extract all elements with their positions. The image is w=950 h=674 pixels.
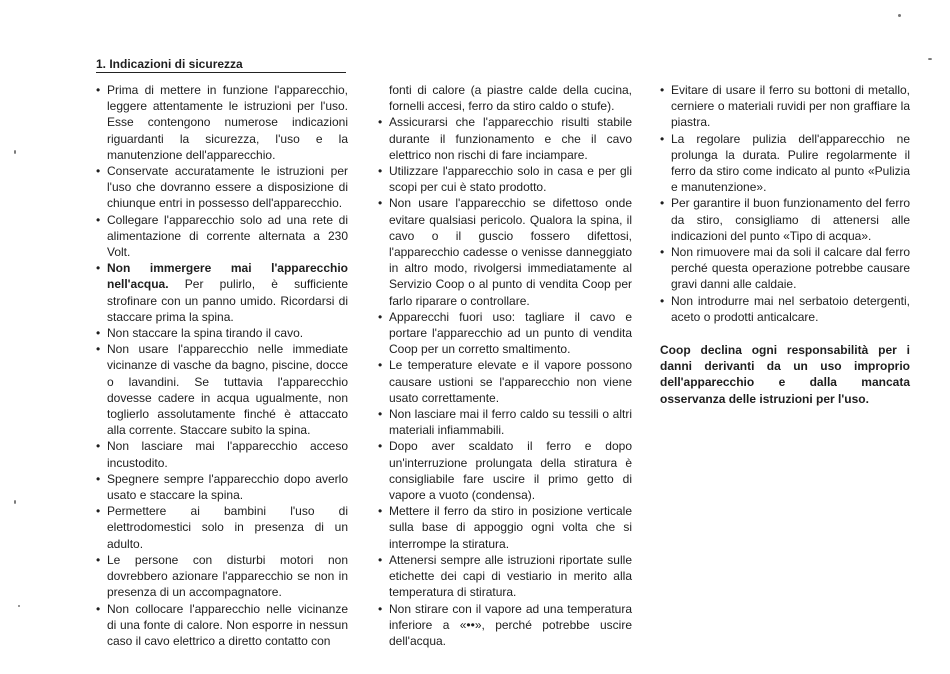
scan-speck (14, 150, 16, 154)
list-item: • Non staccare la spina tirando il cavo. (96, 325, 348, 341)
list-item: • Attenersi sempre alle istruzioni riportate sulle etichette dei capi di vestiario in merito alla temperatura di stiratura. (378, 552, 632, 601)
safety-list-col1 (96, 82, 348, 649)
list-item: • Collegare l'apparecchio solo ad una rete di alimentazione di corrente alternata a 230 Volt. (96, 212, 348, 261)
warning-bold: Non immergere mai l'apparecchio nell'acqua. (107, 261, 348, 292)
list-item: • Spegnere sempre l'apparecchio dopo averlo usato e staccare la spina. (96, 471, 348, 503)
column-3 (660, 82, 910, 325)
list-item: • Non lasciare mai il ferro caldo su tessili o altri materiali infiammabili. (378, 406, 632, 438)
list-item: • Non collocare l'apparecchio nelle vicinanze di una fonte di calore. Non esporre in nessun caso il cavo elettrico a diretto contatto con (96, 601, 348, 650)
section-heading: 1. Indicazioni di sicurezza (96, 56, 346, 73)
scan-speck (14, 500, 16, 504)
scan-speck (928, 58, 932, 60)
list-item: • Non lasciare mai l'apparecchio acceso incustodito. (96, 438, 348, 470)
list-item: • Permettere ai bambini l'uso di elettrodomestici solo in presenza di un adulto. (96, 503, 348, 552)
list-item: • Non immergere mai l'apparecchio nell'acqua. Per pulirlo, è sufficiente strofinare con un panno umido. Ricordarsi di staccare prima la spina. (96, 260, 348, 325)
scan-speck (18, 605, 20, 607)
list-item: • Non usare l'apparecchio se difettoso onde evitare qualsiasi pericolo. Qualora la spina, il cavo o il guscio fossero difettosi, l'apparecchio cadesse o venisse danneggiato in altro modo, rivolgersi immediatamente al Servizio Coop o al punto di vendita Coop per farlo riparare o controllare. (378, 195, 632, 308)
list-item: • Dopo aver scaldato il ferro e dopo un'interruzione prolungata della stiratura è consigliabile fare uscire il primo getto di vapore a vuoto (condensa). (378, 438, 632, 503)
list-item: • Le persone con disturbi motori non dovrebbero azionare l'apparecchio se non in presenza di un accompagnatore. (96, 552, 348, 601)
list-item: • Utilizzare l'apparecchio solo in casa e per gli scopi per cui è stato prodotto. (378, 163, 632, 195)
list-item: • La regolare pulizia dell'apparecchio ne prolunga la durata. Pulire regolarmente il ferro da stiro come indicato al punto «Pulizia e manutenzione». (660, 131, 910, 196)
safety-list-col3 (660, 82, 910, 325)
list-item: • Le temperature elevate e il vapore possono causare ustioni se l'apparecchio non viene usato correttamente. (378, 357, 632, 406)
list-item: • Mettere il ferro da stiro in posizione verticale sulla base di appoggio ogni volta che si interrompe la stiratura. (378, 503, 632, 552)
liability-disclaimer: Coop declina ogni responsabilità per i danni derivanti da un uso improprio dell'apparecchio e dalla mancata osservanza delle istruzioni per l'uso. (660, 343, 910, 406)
list-item: • Non usare l'apparecchio nelle immediate vicinanze di vasche da bagno, piscine, docce o lavandini. Se tuttavia l'apparecchio dovesse cadere in acqua ugualmente, non toglierlo assolutamente finché è attaccato alla corrente. Staccare subito la spina. (96, 341, 348, 438)
list-item: • Conservate accuratamente le istruzioni per l'uso che dovranno essere a disposizione di chiunque entri in possesso dell'apparecchio. (96, 163, 348, 212)
list-item: • Evitare di usare il ferro su bottoni di metallo, cerniere o materiali ruvidi per non graffiare la piastra. (660, 82, 910, 131)
list-item: • Non introdurre mai nel serbatoio detergenti, aceto o prodotti anticalcare. (660, 293, 910, 325)
list-item: • Apparecchi fuori uso: tagliare il cavo e portare l'apparecchio ad un punto di vendita Coop per un corretto smaltimento. (378, 309, 632, 358)
scan-speck (898, 14, 901, 17)
list-item: • Non stirare con il vapore ad una temperatura inferiore a «••», perché potrebbe uscire dell'acqua. (378, 601, 632, 650)
list-item: • Non rimuovere mai da soli il calcare dal ferro perché questa operazione potrebbe causare gravi danni alle caldaie. (660, 244, 910, 293)
safety-list-col2 (378, 82, 632, 649)
column-1 (96, 82, 348, 649)
list-item: • Assicurarsi che l'apparecchio risulti stabile durante il funzionamento e che il cavo elettrico non rischi di fare inciampare. (378, 114, 632, 163)
list-item: • Prima di mettere in funzione l'apparecchio, leggere attentamente le istruzioni per l'uso. Esse contengono numerose indicazioni riguardanti la sicurezza, l'uso e la manutenzione dell'apparecchio. (96, 82, 348, 163)
list-item: • Per garantire il buon funzionamento del ferro da stiro, consigliamo di attenersi alle indicazioni del punto «Tipo di acqua». (660, 195, 910, 244)
list-item-continuation: fonti di calore (a piastre calde della cucina, fornelli accesi, ferro da stiro caldo o stufe). (389, 83, 632, 114)
column-2 (378, 82, 632, 649)
